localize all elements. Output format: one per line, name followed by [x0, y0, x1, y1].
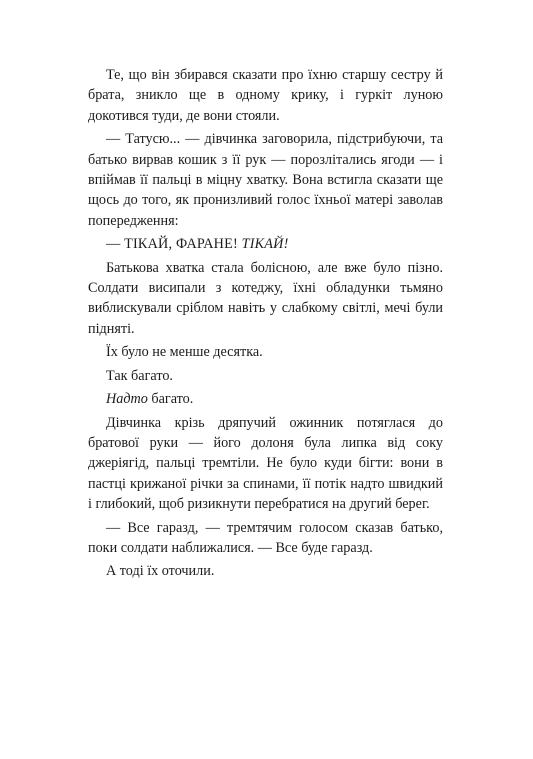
paragraph-3	[88, 234, 443, 254]
paragraph-1: Те, що він збирався сказати про їхню старшу сестру й брата, зникло ще в одному крику, і гуркіт луною докотився туди, де вони стояли.	[88, 67, 443, 124]
paragraph-4: Батькова хватка стала болісною, але вже було пізно. Солдати висипали з котеджу, їхні обладунки тьмяно виблискували сріблом навіть у слабкому світлі, мечі були підняті.	[88, 259, 443, 337]
shout-text: — ТІКАЙ, ФАРАНЕ!	[106, 236, 242, 253]
paragraph-7	[88, 389, 443, 409]
paragraph-6: Так багато.	[106, 367, 173, 384]
page-body-text	[88, 65, 443, 585]
shout-italic-text: ТІКАЙ!	[241, 236, 289, 253]
paragraph-2: — Татусю... — дівчинка заговорила, підстрибуючи, та батько вирвав кошик з її рук — порозлітались ягоди — і впіймав її пальці в міцну хватку. Вона встигла сказати ще щось до того, як пронизливий голос їхньої матері заволав попередження:	[88, 131, 443, 229]
paragraph-7-rest: багато.	[147, 391, 194, 408]
paragraph-5: Їх було не менше десятка.	[106, 344, 263, 361]
paragraph-10: А тоді їх оточили.	[106, 563, 215, 580]
paragraph-8: Дівчинка крізь дряпучий ожинник потяглася до братової руки — його долоня була липка від соку джеріягід, пальці тремтіли. Не було куди бігти: вони в пастці крижаної річки за спинами, її потік надто швидкий і глибокий, щоб ризикнути перебратися на другий берег.	[88, 414, 443, 513]
paragraph-9: — Все гаразд, — тремтячим голосом сказав батько, поки солдати наближалися. — Все буде гаразд.	[88, 519, 443, 556]
emphasis-text: Надто	[106, 391, 148, 408]
